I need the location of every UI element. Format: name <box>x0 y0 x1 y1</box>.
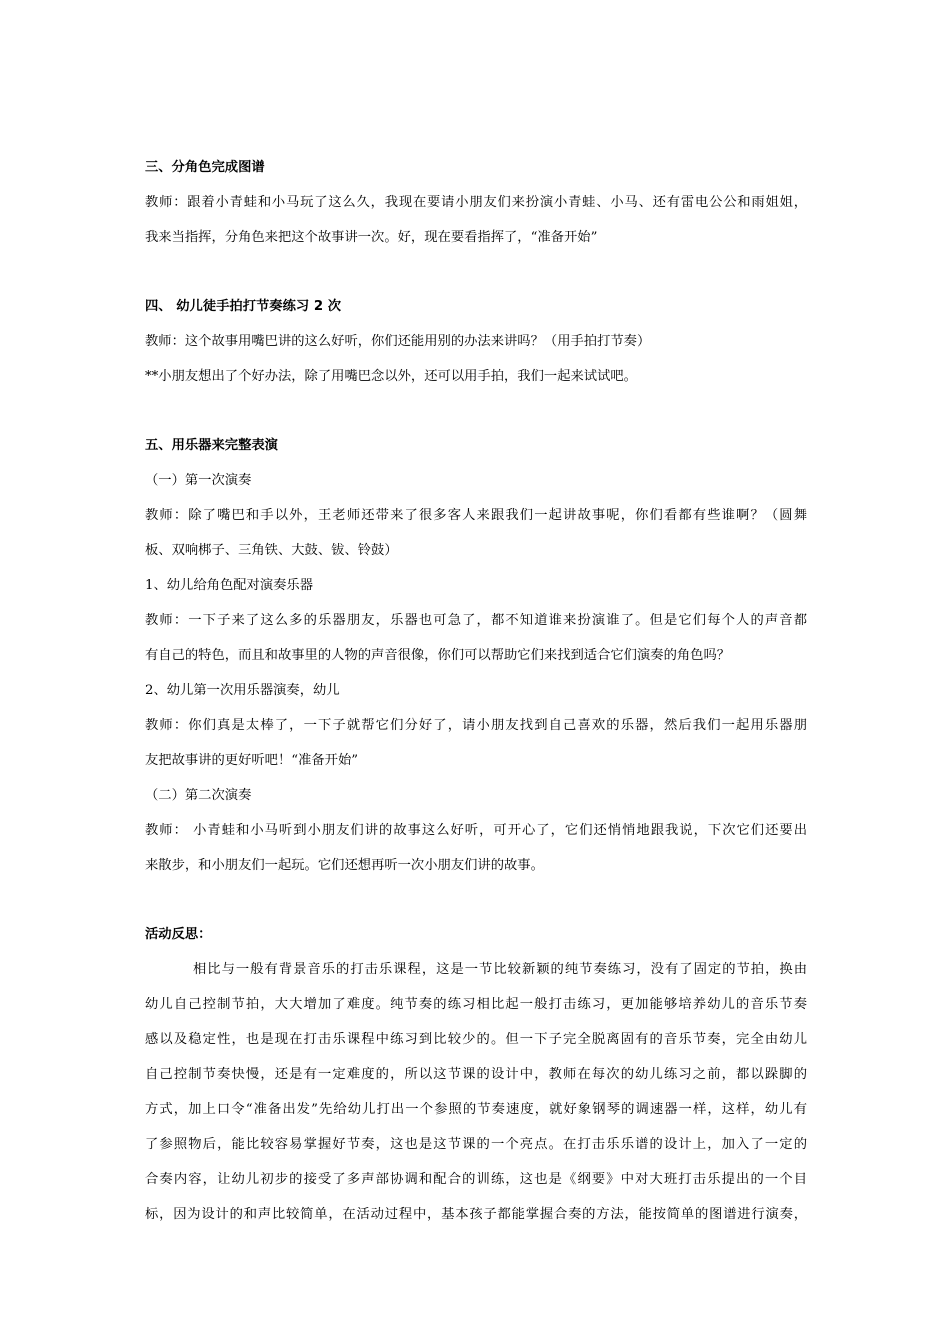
section-5-subheading-2: （二）第二次演奏 <box>145 788 252 803</box>
reflection-line: 相比与一般有背景音乐的打击乐课程，这是一节比较新颖的纯节奏练习，没有了固定的节拍，换由 <box>193 962 807 977</box>
teacher-line-2b: 有自己的特色，而且和故事里的人物的声音很像，你们可以帮助它们来找到适合它们演奏的角色吗？ <box>145 648 731 663</box>
teacher-line-4a: 教师： 小青蛙和小马听到小朋友们讲的故事这么好听，可开心了，它们还悄悄地跟我说，下次它们还要出 <box>145 823 807 838</box>
section-4-paragraph-2: **小朋友想出了个好办法，除了用嘴巴念以外，还可以用手拍，我们一起来试试吧。 <box>145 369 637 384</box>
teacher-line-1a: 教师：除了嘴巴和手以外，王老师还带来了很多客人来跟我们一起讲故事呢，你们看都有些谁啊？（圆舞 <box>145 508 807 523</box>
section-5-subheading-1: （一）第一次演奏 <box>145 473 252 488</box>
list-item-1: 1、幼儿给角色配对演奏乐器 <box>145 578 314 593</box>
teacher-line-2a: 教师：一下子来了这么多的乐器朋友，乐器也可急了，都不知道谁来扮演谁了。但是它们每个人的声音都 <box>145 613 807 628</box>
section-4-heading: 四、 幼儿徒手拍打节奏练习 2 次 <box>145 299 341 314</box>
section-3-heading: 三、分角色完成图谱 <box>145 160 265 175</box>
section-3-paragraph-line-2: 我来当指挥，分角色来把这个故事讲一次。好，现在要看指挥了，“准备开始” <box>145 230 598 245</box>
section-5-heading: 五、用乐器来完整表演 <box>145 438 278 453</box>
teacher-line-3b: 友把故事讲的更好听吧！“准备开始” <box>145 753 359 768</box>
reflection-line: 自己控制节奏快慢，还是有一定难度的，所以这节课的设计中，教师在每次的幼儿练习之前，都以跺脚的 <box>145 1067 807 1082</box>
reflection-line: 了参照物后，能比较容易掌握好节奏，这也是这节课的一个亮点。在打击乐乐谱的设计上，加入了一定的 <box>145 1137 807 1152</box>
reflection-line: 方式，加上口令“准备出发”先给幼儿打出一个参照的节奏速度，就好象钢琴的调速器一样，这样，幼儿有 <box>145 1102 807 1117</box>
section-4-paragraph-1: 教师：这个故事用嘴巴讲的这么好听，你们还能用别的办法来讲吗？（用手拍打节奏） <box>145 334 651 349</box>
teacher-line-1b: 板、双响梆子、三角铁、大鼓、钹、铃鼓） <box>145 543 398 558</box>
list-item-2: 2、幼儿第一次用乐器演奏，幼儿 <box>145 683 340 698</box>
section-3-paragraph-line-1: 教师：跟着小青蛙和小马玩了这么久，我现在要请小朋友们来扮演小青蛙、小马、还有雷电公公和雨姐姐， <box>145 195 807 210</box>
reflection-line: 感以及稳定性，也是现在打击乐课程中练习到比较少的。但一下子完全脱离固有的音乐节奏，完全由幼儿 <box>145 1032 807 1047</box>
reflection-line: 幼儿自己控制节拍，大大增加了难度。纯节奏的练习相比起一般打击练习，更加能够培养幼儿的音乐节奏 <box>145 997 807 1012</box>
reflection-heading: 活动反思： <box>145 927 212 942</box>
reflection-line: 标，因为设计的和声比较简单，在活动过程中，基本孩子都能掌握合奏的方法，能按简单的图谱进行演奏， <box>145 1207 807 1222</box>
teacher-line-3a: 教师：你们真是太棒了，一下子就帮它们分好了，请小朋友找到自己喜欢的乐器，然后我们一起用乐器朋 <box>145 718 807 733</box>
reflection-line: 合奏内容，让幼儿初步的接受了多声部协调和配合的训练，这也是《纲要》中对大班打击乐提出的一个目 <box>145 1172 807 1187</box>
teacher-line-4b: 来散步，和小朋友们一起玩。它们还想再听一次小朋友们讲的故事。 <box>145 858 544 873</box>
